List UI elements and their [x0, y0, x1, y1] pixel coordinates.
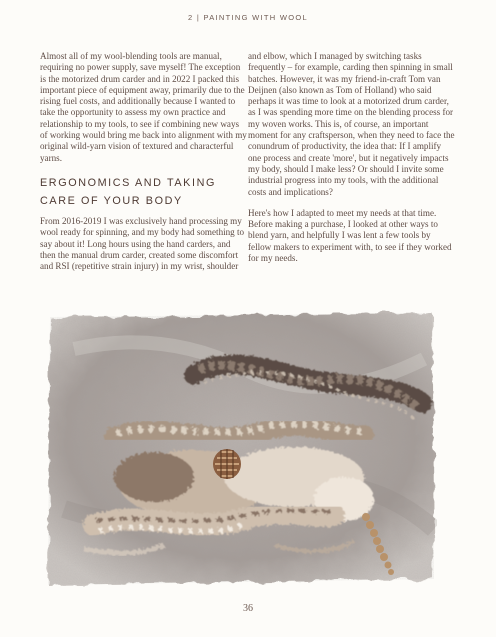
body-paragraph: From 2016-2019 I was exclusively hand processing my wool ready for spinning, and my body had something to say about it! Long hours using the hand carders, and then the manual drum carder, created some discomfort and RSI (repetitive strain injury) in my wrist, shoulder	[40, 215, 245, 272]
page-number: 36	[243, 603, 253, 614]
wool-yarn-photo	[44, 309, 437, 589]
pine-cone	[213, 449, 241, 479]
section-heading: ERGONOMICS AND TAKING CARE OF YOUR BODY	[40, 176, 216, 207]
left-column	[40, 51, 248, 282]
right-column	[248, 51, 456, 274]
intro-paragraph: Almost all of my wool-blending tools are manual, requiring no power supply, save myself! The exception is the motorized drum carder and in 2022 I packed this important piece of equipment away, primarily due to the rising fuel costs, and additionally because I wanted to take the opportunity to assess my own practice and relationship to my tools, to see if combining new ways of working would bring me back into alignment with my original wild-yarn vision of textured and characterful yarns.	[40, 51, 247, 163]
running-head: 2 | PAINTING WITH WOOL	[188, 13, 308, 22]
adaptation-paragraph: Here's how I adapted to meet my needs at that time. Before making a purchase, I looked at other ways to blend yarn, and helpfully I was lent a few tools by fellow makers to experiment with, to see if they worked for my needs.	[248, 207, 452, 264]
continued-paragraph: and elbow, which I managed by switching tasks frequently – for example, carding then spinning in small batches. However, it was my friend-in-craft Tom van Deijnen (also known as Tom of Holland) who said perhaps it was time to look at a motorized drum carder, as I was spending more time on the blending process for my woven works. This is, of course, an important moment for any craftsperson, when they need to face the conundrum of productivity, the idea that: If I amplify one process and create 'more', but it negatively impacts my body, should I make less? Or should I invite some industrial progress into my tools, with the additional costs and implications?	[248, 51, 455, 197]
